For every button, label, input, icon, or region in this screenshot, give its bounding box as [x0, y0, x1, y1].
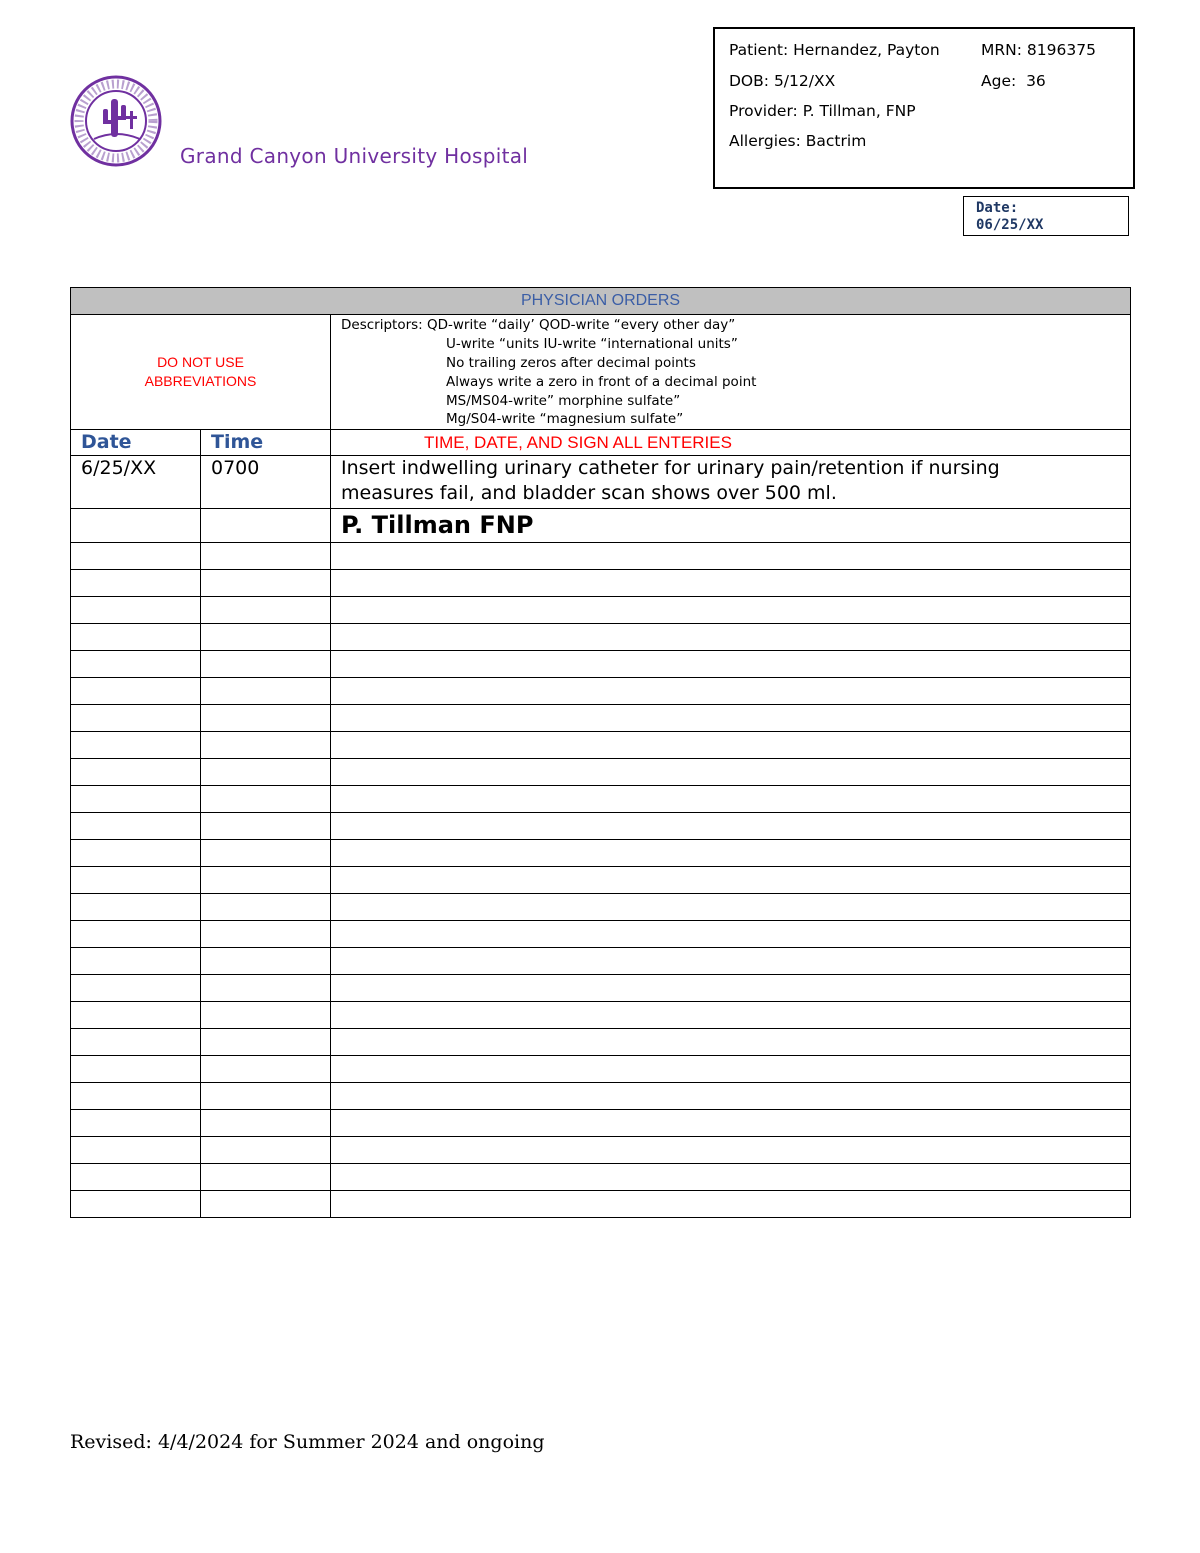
blank-date-cell[interactable] — [71, 570, 201, 597]
blank-time-cell[interactable] — [201, 678, 331, 705]
order-text-line1: Insert indwelling urinary catheter for urinary pain/retention if nursing — [341, 457, 1000, 479]
blank-order-row — [71, 570, 1131, 597]
descriptor-line: No trailing zeros after decimal points — [446, 355, 696, 371]
blank-date-cell[interactable] — [71, 894, 201, 921]
blank-date-cell[interactable] — [71, 921, 201, 948]
blank-order-cell[interactable] — [331, 705, 1131, 732]
blank-date-cell[interactable] — [71, 759, 201, 786]
blank-time-cell[interactable] — [201, 624, 331, 651]
blank-date-cell[interactable] — [71, 624, 201, 651]
blank-date-cell[interactable] — [71, 705, 201, 732]
allergies-line — [729, 132, 866, 150]
signature-row — [71, 509, 1131, 543]
blank-time-cell[interactable] — [201, 840, 331, 867]
age-line — [981, 72, 1046, 90]
order-entry-row — [71, 456, 1131, 509]
blank-time-cell[interactable] — [201, 651, 331, 678]
blank-time-cell[interactable] — [201, 1029, 331, 1056]
mrn-line — [981, 41, 1096, 59]
physician-orders-title: PHYSICIAN ORDERS — [71, 288, 1131, 315]
blank-time-cell[interactable] — [201, 1110, 331, 1137]
blank-time-cell[interactable] — [201, 975, 331, 1002]
blank-order-cell[interactable] — [331, 570, 1131, 597]
blank-order-row — [71, 1029, 1131, 1056]
blank-order-cell[interactable] — [331, 1191, 1131, 1218]
blank-order-row — [71, 597, 1131, 624]
blank-date-cell[interactable] — [71, 948, 201, 975]
blank-time-cell[interactable] — [201, 1137, 331, 1164]
blank-order-cell[interactable] — [331, 1056, 1131, 1083]
blank-time-cell[interactable] — [201, 1191, 331, 1218]
blank-date-cell[interactable] — [71, 1083, 201, 1110]
blank-order-cell[interactable] — [331, 1164, 1131, 1191]
university-seal-logo — [66, 75, 166, 167]
blank-time-cell[interactable] — [201, 1164, 331, 1191]
blank-order-cell[interactable] — [331, 597, 1131, 624]
blank-date-cell[interactable] — [71, 597, 201, 624]
descriptor-line: MS/MS04-write” morphine sulfate” — [446, 393, 681, 409]
order-date-box — [963, 196, 1129, 236]
descriptor-line: Descriptors: QD-write “daily’ QOD-write “every other day” — [341, 317, 736, 333]
blank-date-cell[interactable] — [71, 1164, 201, 1191]
blank-order-row — [71, 1191, 1131, 1218]
blank-date-cell[interactable] — [71, 1029, 201, 1056]
blank-order-cell[interactable] — [331, 1029, 1131, 1056]
blank-time-cell[interactable] — [201, 1002, 331, 1029]
dob-value: 5/12/XX — [773, 72, 836, 90]
descriptors-cell — [331, 315, 1131, 430]
blank-order-row — [71, 1056, 1131, 1083]
blank-order-cell[interactable] — [331, 1002, 1131, 1029]
descriptor-line: U-write “units IU-write “international units” — [446, 336, 738, 352]
blank-order-cell[interactable] — [331, 975, 1131, 1002]
physician-orders-table — [70, 287, 1131, 1218]
blank-order-cell[interactable] — [331, 867, 1131, 894]
blank-date-cell[interactable] — [71, 1191, 201, 1218]
blank-date-cell[interactable] — [71, 975, 201, 1002]
blank-date-cell[interactable] — [71, 1110, 201, 1137]
blank-order-row — [71, 921, 1131, 948]
blank-order-row — [71, 975, 1131, 1002]
blank-order-cell[interactable] — [331, 1137, 1131, 1164]
blank-order-row — [71, 543, 1131, 570]
blank-order-row — [71, 705, 1131, 732]
descriptor-line: Mg/S04-write “magnesium sulfate” — [446, 411, 684, 427]
blank-order-cell[interactable] — [331, 948, 1131, 975]
blank-time-cell[interactable] — [201, 867, 331, 894]
blank-order-row — [71, 840, 1131, 867]
entry-time: 0700 — [201, 456, 331, 509]
age-value: 36 — [1026, 72, 1046, 90]
provider-label: Provider: — [729, 102, 798, 120]
entry-date: 6/25/XX — [71, 456, 201, 509]
blank-order-cell[interactable] — [331, 732, 1131, 759]
date-column-header: Date — [71, 430, 201, 456]
blank-time-cell[interactable] — [201, 759, 331, 786]
blank-date-cell[interactable] — [71, 867, 201, 894]
blank-order-row — [71, 1137, 1131, 1164]
blank-order-row — [71, 1083, 1131, 1110]
blank-time-cell[interactable] — [201, 948, 331, 975]
blank-order-cell[interactable] — [331, 678, 1131, 705]
blank-date-cell[interactable] — [71, 1056, 201, 1083]
revision-note: Revised: 4/4/2024 for Summer 2024 and ongoing — [70, 1431, 545, 1453]
patient-name-line — [729, 41, 940, 59]
do-not-use-line2: ABBREVIATIONS — [144, 373, 257, 389]
blank-order-cell[interactable] — [331, 1083, 1131, 1110]
do-not-use-abbreviations — [71, 315, 331, 430]
blank-order-cell[interactable] — [331, 786, 1131, 813]
blank-time-cell[interactable] — [201, 894, 331, 921]
blank-order-cell[interactable] — [331, 813, 1131, 840]
blank-order-cell[interactable] — [331, 759, 1131, 786]
table-title-row — [71, 288, 1131, 315]
blank-order-row — [71, 1110, 1131, 1137]
blank-order-row — [71, 867, 1131, 894]
order-date-label: Date: — [976, 200, 1019, 216]
blank-time-cell[interactable] — [201, 543, 331, 570]
blank-time-cell[interactable] — [201, 813, 331, 840]
blank-date-cell[interactable] — [71, 678, 201, 705]
dob-line — [729, 72, 835, 90]
blank-date-cell[interactable] — [71, 651, 201, 678]
blank-order-row — [71, 678, 1131, 705]
allergies-label: Allergies: — [729, 132, 801, 150]
blank-date-cell[interactable] — [71, 1002, 201, 1029]
blank-order-cell[interactable] — [331, 840, 1131, 867]
blank-time-cell[interactable] — [201, 597, 331, 624]
entry-order-text — [331, 456, 1131, 509]
blank-order-row — [71, 1002, 1131, 1029]
blank-order-cell[interactable] — [331, 624, 1131, 651]
blank-order-row — [71, 948, 1131, 975]
provider-signature: P. Tillman FNP — [331, 509, 1131, 543]
blank-time-cell[interactable] — [201, 921, 331, 948]
allergies-value: Bactrim — [805, 132, 867, 150]
age-label: Age: — [981, 72, 1017, 90]
blank-order-cell[interactable] — [331, 651, 1131, 678]
blank-time-cell[interactable] — [201, 732, 331, 759]
blank-order-cell[interactable] — [331, 921, 1131, 948]
blank-order-row — [71, 651, 1131, 678]
blank-order-row — [71, 894, 1131, 921]
blank-time-cell[interactable] — [201, 705, 331, 732]
blank-date-cell[interactable] — [71, 543, 201, 570]
descriptor-line: Always write a zero in front of a decimal point — [446, 374, 757, 390]
blank-date-cell[interactable] — [71, 732, 201, 759]
mrn-label: MRN: — [981, 41, 1022, 59]
blank-order-row — [71, 732, 1131, 759]
patient-label: Patient: — [729, 41, 789, 59]
sign-entries-note: TIME, DATE, AND SIGN ALL ENTERIES — [331, 430, 1131, 456]
blank-time-cell[interactable] — [201, 570, 331, 597]
order-date-value: 06/25/XX — [976, 217, 1044, 233]
blank-order-row — [71, 624, 1131, 651]
order-text-line2: measures fail, and bladder scan shows over 500 ml. — [341, 482, 837, 504]
blank-time-cell[interactable] — [201, 1083, 331, 1110]
blank-time-cell[interactable] — [201, 786, 331, 813]
blank-order-row — [71, 786, 1131, 813]
blank-order-cell[interactable] — [331, 894, 1131, 921]
mrn-value: 8196375 — [1026, 41, 1096, 59]
column-header-row — [71, 430, 1131, 456]
blank-order-row — [71, 1164, 1131, 1191]
provider-line — [729, 102, 916, 120]
do-not-use-line1: DO NOT USE — [157, 354, 244, 370]
blank-order-cell[interactable] — [331, 543, 1131, 570]
provider-value: P. Tillman, FNP — [802, 102, 916, 120]
time-column-header: Time — [201, 430, 331, 456]
blank-order-cell[interactable] — [331, 1110, 1131, 1137]
patient-name: Hernandez, Payton — [793, 41, 940, 59]
blank-time-cell[interactable] — [201, 1056, 331, 1083]
blank-order-row — [71, 759, 1131, 786]
blank-date-cell[interactable] — [71, 840, 201, 867]
dob-label: DOB: — [729, 72, 769, 90]
signature-date-cell — [71, 509, 201, 543]
signature-time-cell — [201, 509, 331, 543]
blank-date-cell[interactable] — [71, 786, 201, 813]
hospital-name: Grand Canyon University Hospital — [180, 144, 529, 168]
patient-info-box — [713, 27, 1135, 189]
descriptor-row — [71, 315, 1131, 430]
blank-order-row — [71, 813, 1131, 840]
blank-date-cell[interactable] — [71, 1137, 201, 1164]
blank-date-cell[interactable] — [71, 813, 201, 840]
